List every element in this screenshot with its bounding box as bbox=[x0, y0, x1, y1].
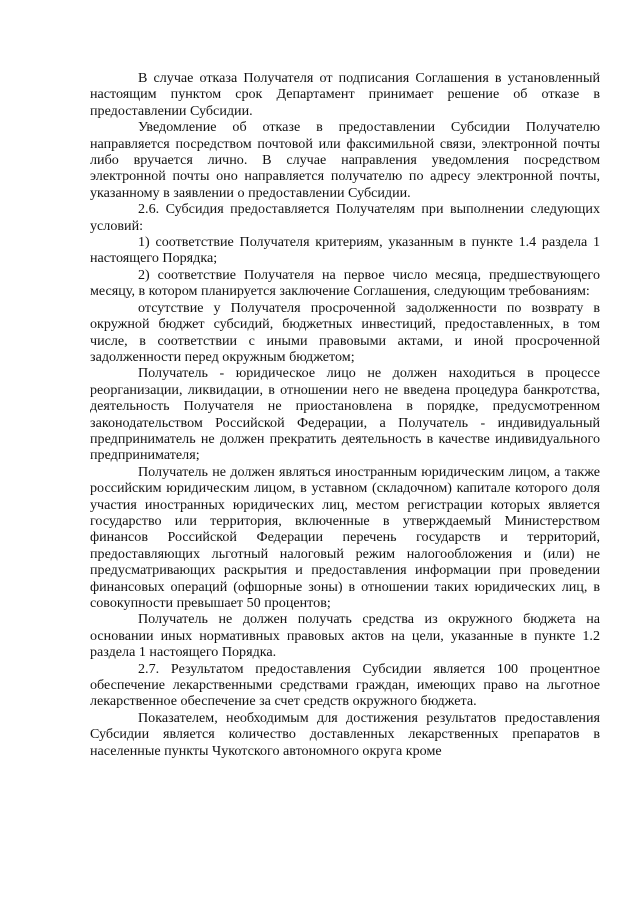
paragraph: 2) соответствие Получателя на первое число месяца, предшествующего месяцу, в котором планируется заключение Соглашения, следующим требованиям: bbox=[90, 266, 600, 300]
paragraph: В случае отказа Получателя от подписания Соглашения в установленный настоящим пунктом срок Департамент принимает решение об отказе в предоставлении Субсидии. bbox=[90, 70, 600, 119]
paragraph: 2.6. Субсидия предоставляется Получателям при выполнении следующих условий: bbox=[90, 201, 600, 234]
document-page bbox=[90, 70, 600, 759]
paragraph: Уведомление об отказе в предоставлении Субсидии Получателю направляется посредством почтовой или факсимильной связи, электронной почты либо вручается лично. В случае направления уведомления посредством электронной почты оно направляется получателю по адресу электронной почты, указанному в заявлении о предоставлении Субсидии. bbox=[90, 119, 600, 201]
paragraph: 2.7. Результатом предоставления Субсидии является 100 процентное обеспечение лекарственными средствами граждан, имеющих право на льготное лекарственное обеспечение за счет средств окружного бюджета. bbox=[90, 660, 600, 710]
paragraph: Получатель - юридическое лицо не должен находиться в процессе реорганизации, ликвидации, в отношении него не введена процедура банкротства, деятельность Получателя не приостановлена в порядке, предусмотренном законодательством Российской Федерации, а Получатель - индивидуальный предприниматель не должен прекратить деятельность в качестве индивидуального предпринимателя; bbox=[90, 365, 600, 464]
paragraph: отсутствие у Получателя просроченной задолженности по возврату в окружной бюджет субсидий, бюджетных инвестиций, предоставленных, в том числе, в соответствии с иными правовыми актами, и иной просроченной задолженности перед окружным бюджетом; bbox=[90, 299, 600, 365]
paragraph: Показателем, необходимым для достижения результатов предоставления Субсидии является количество доставленных лекарственных препаратов в населенные пункты Чукотского автономного округа кроме bbox=[90, 709, 600, 759]
paragraph: Получатель не должен получать средства из окружного бюджета на основании иных нормативных правовых актов на цели, указанные в пункте 1.2 раздела 1 настоящего Порядка. bbox=[90, 611, 600, 661]
paragraph: 1) соответствие Получателя критериям, указанным в пункте 1.4 раздела 1 настоящего Порядка; bbox=[90, 234, 600, 267]
paragraph: Получатель не должен являться иностранным юридическим лицом, а также российским юридическим лицом, в уставном (складочном) капитале которого доля участия иностранных юридических лиц, местом регистрации которых является государство или территория, включенные в утверждаемый Министерством финансов Российской Федерации перечень государств и территорий, предоставляющих льготный налоговый режим налогообложения и (или) не предусматривающих раскрытия и предоставления информации при проведении финансовых операций (офшорные зоны) в отношении таких юридических лиц, в совокупности превышает 50 процентов; bbox=[90, 463, 600, 611]
